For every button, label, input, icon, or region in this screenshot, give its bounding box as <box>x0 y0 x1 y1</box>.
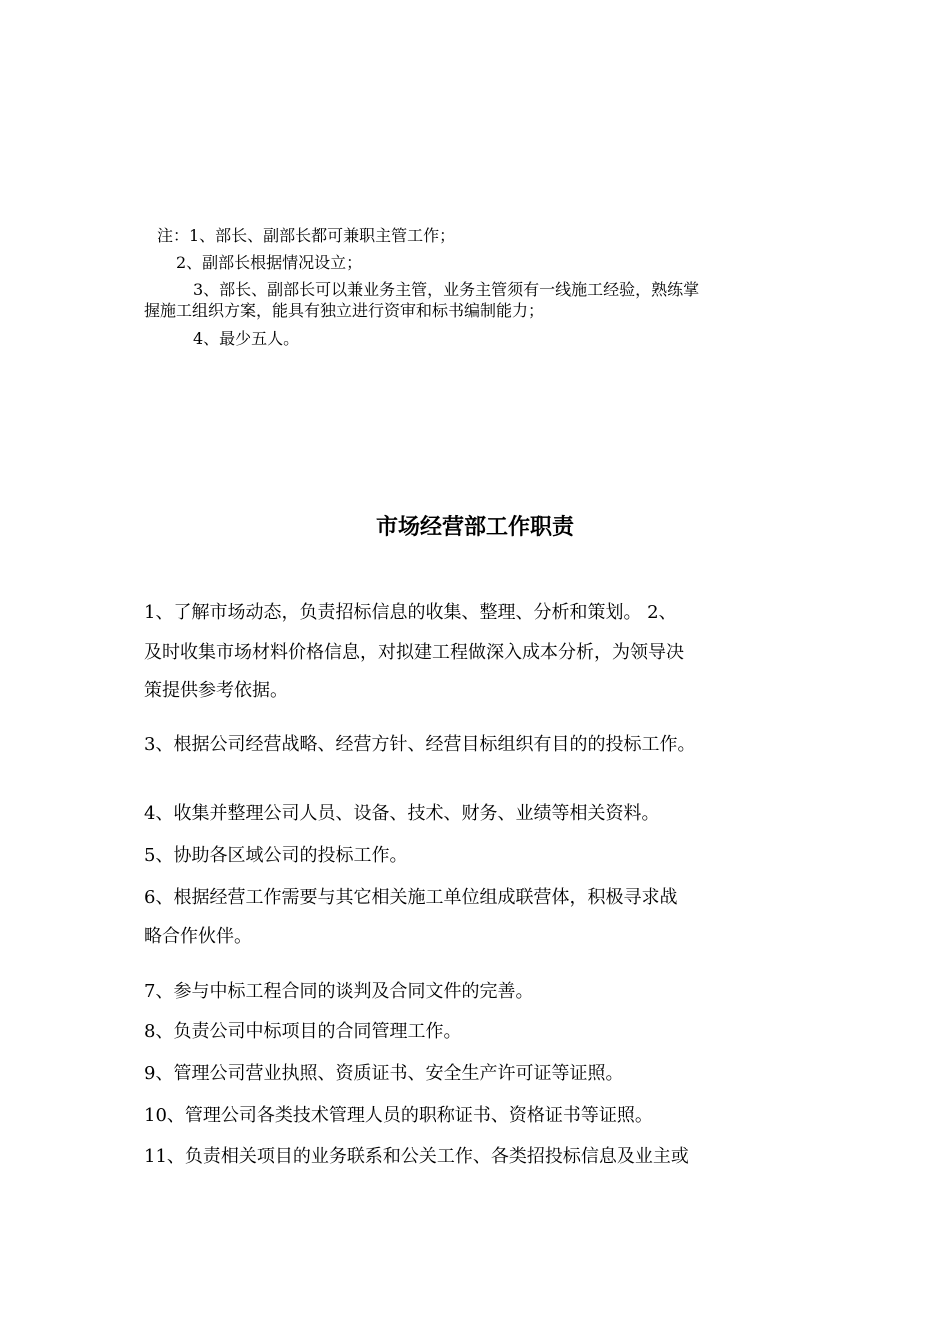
duty-8: 8、负责公司中标项目的合同管理工作。 <box>144 1021 462 1042</box>
duty-10: 10、管理公司各类技术管理人员的职称证书、资格证书等证照。 <box>144 1105 653 1126</box>
duty-4: 4、收集并整理公司人员、设备、技术、财务、业绩等相关资料。 <box>144 803 660 824</box>
note-line-3b: 握施工组织方案，能具有独立进行资审和标书编制能力； <box>144 301 545 320</box>
duty-1-line-b: 及时收集市场材料价格信息，对拟建工程做深入成本分析，为领导决 <box>144 642 684 663</box>
note-line-1: 注：1、部长、副部长都可兼职主管工作； <box>157 226 456 245</box>
duty-6-line-b: 略合作伙伴。 <box>144 926 252 947</box>
duty-5: 5、协助各区域公司的投标工作。 <box>144 845 408 866</box>
duty-11: 11、负责相关项目的业务联系和公关工作、各类招投标信息及业主或 <box>144 1146 689 1167</box>
duty-7: 7、参与中标工程合同的谈判及合同文件的完善。 <box>144 981 534 1002</box>
duty-1-line-a: 1、了解市场动态，负责招标信息的收集、整理、分析和策划。 2、 <box>144 602 677 623</box>
duty-3: 3、根据公司经营战略、经营方针、经营目标组织有目的的投标工作。 <box>144 734 696 755</box>
duty-9: 9、管理公司营业执照、资质证书、安全生产许可证等证照。 <box>144 1063 624 1084</box>
duty-1-line-c: 策提供参考依据。 <box>144 680 288 701</box>
note-line-3a: 3、部长、副部长可以兼业务主管，业务主管须有一线施工经验，熟练掌 <box>193 280 700 299</box>
note-line-4: 4、最少五人。 <box>193 329 300 348</box>
note-line-2: 2、副部长根据情况设立； <box>176 253 363 272</box>
duty-6-line-a: 6、根据经营工作需要与其它相关施工单位组成联营体，积极寻求战 <box>144 887 678 908</box>
section-title: 市场经营部工作职责 <box>375 514 574 540</box>
